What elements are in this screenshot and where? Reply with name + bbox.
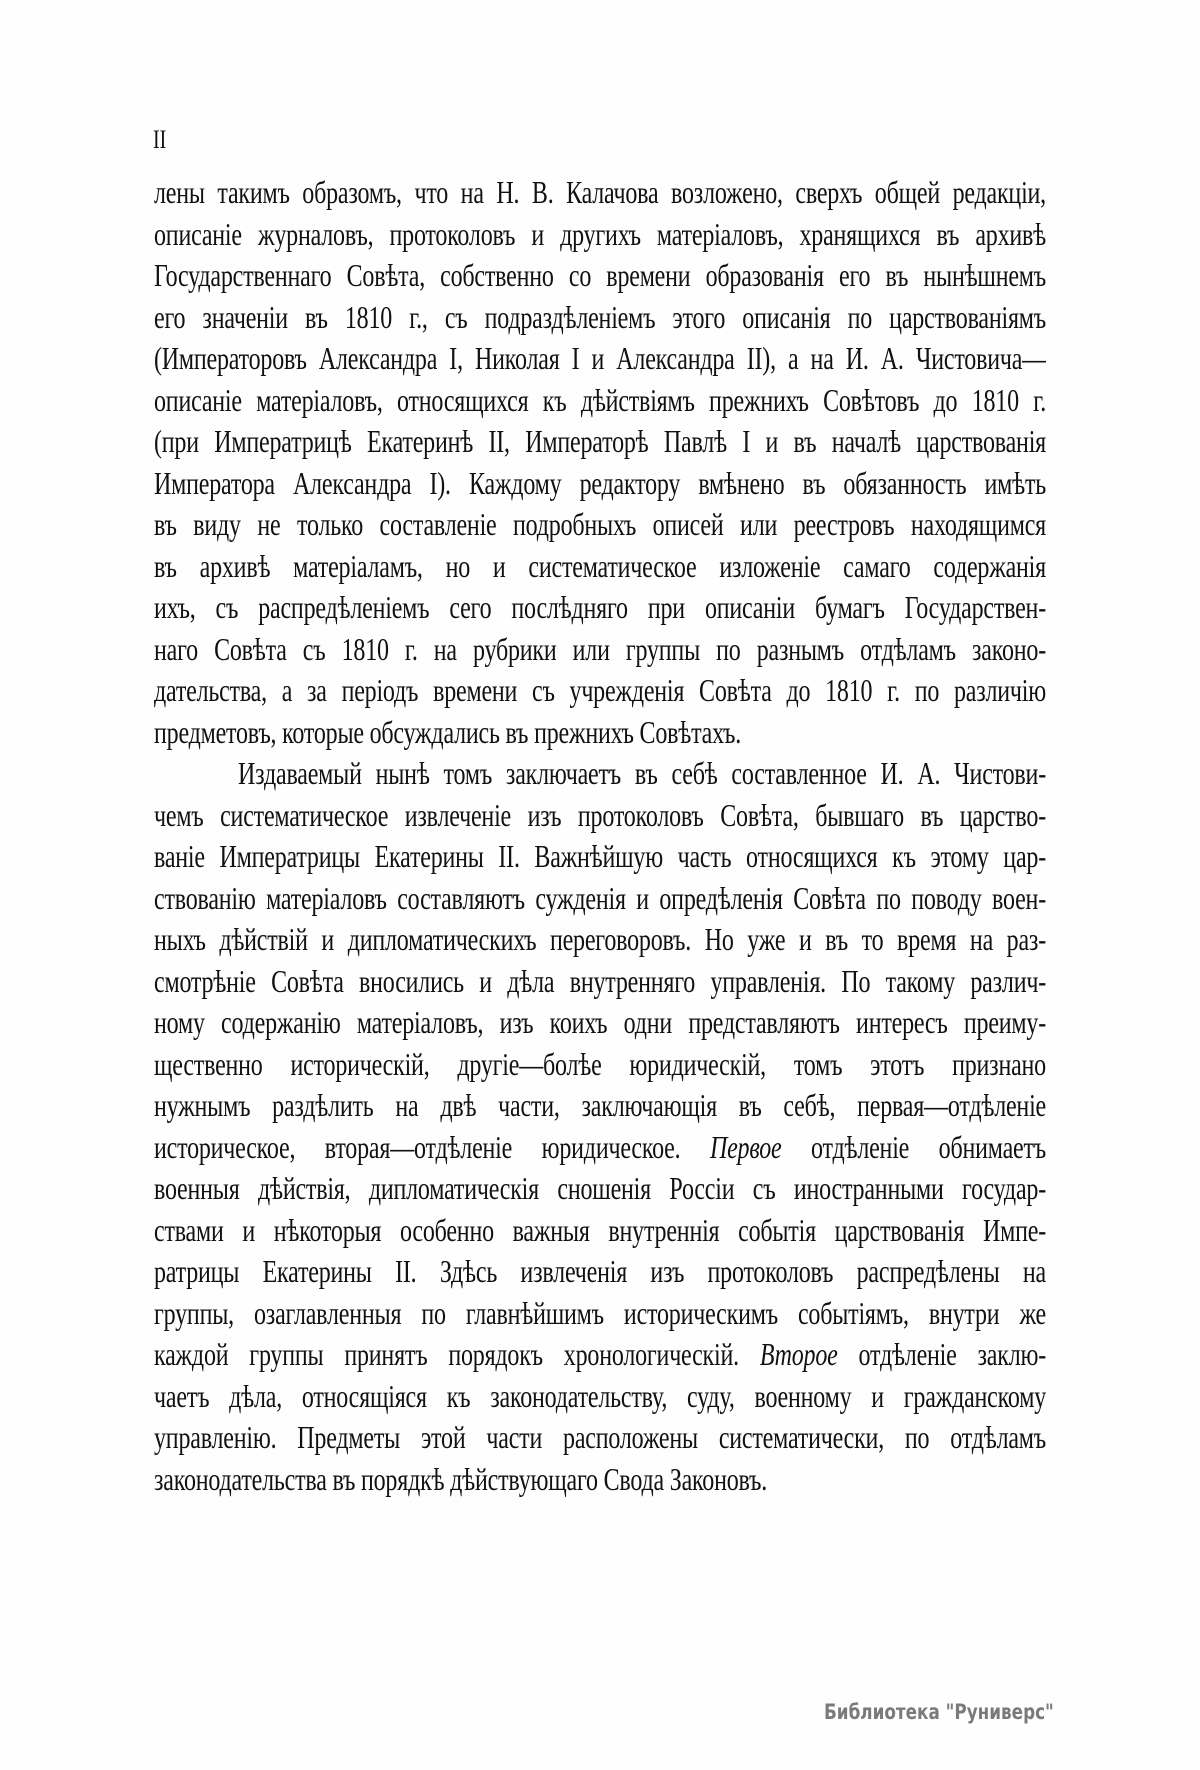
text-segment: отдѣленіе заклю-: [837, 1338, 1046, 1373]
text-segment: Государственнаго Совѣта, собственно со времени образованія его въ нынѣшнемъ: [154, 259, 1046, 294]
text-segment: каждой группы принятъ порядокъ хронологическій.: [154, 1338, 760, 1373]
text-line: [154, 1046, 1046, 1088]
text-line: [154, 1419, 1046, 1461]
text-segment: историческое, вторая—отдѣленіе юридическое.: [154, 1131, 710, 1166]
text-line: [154, 506, 1046, 548]
text-segment: Издаваемый нынѣ томъ заключаетъ въ себѣ составленное И. А. Чистови-: [238, 757, 1046, 792]
text-line: [154, 921, 1046, 963]
text-segment: ствами и нѣкоторыя особенно важныя внутреннія событія царствованія Импе-: [154, 1214, 1046, 1249]
text-segment: дательства, а за періодъ времени съ учрежденія Совѣта до 1810 г. по различію: [154, 674, 1046, 709]
text-segment: въ архивѣ матеріаламъ, но и систематическое изложеніе самаго содержанія: [154, 550, 1046, 585]
text-segment: чаетъ дѣла, относящіяся къ законодательству, суду, военному и гражданскому: [154, 1380, 1046, 1415]
text-line: [154, 1004, 1046, 1046]
text-line: [154, 1087, 1046, 1129]
italic-text: Второе: [759, 1338, 838, 1373]
text-segment: предметовъ, которые обсуждались въ прежнихъ Совѣтахъ.: [154, 716, 742, 751]
text-line: [154, 1336, 1046, 1378]
text-segment: чемъ систематическое извлеченіе изъ протоколовъ Совѣта, бывшаго въ царство-: [154, 799, 1046, 834]
text-line: [154, 963, 1046, 1005]
text-segment: управленію. Предметы этой части расположены систематически, по отдѣламъ: [154, 1421, 1046, 1456]
text-line: [154, 631, 1046, 673]
library-watermark: Библиотека "Руниверс": [824, 1700, 1054, 1724]
text-segment: щественно историческій, другіе—болѣе юридическій, томъ этотъ признано: [154, 1048, 1046, 1083]
text-segment: законодательства въ порядкѣ дѣйствующаго Свода Законовъ.: [154, 1463, 768, 1498]
paragraph: [154, 174, 1046, 755]
text-segment: отдѣленіе обнимаетъ: [781, 1131, 1046, 1166]
text-segment: наго Совѣта съ 1810 г. на рубрики или группы по разнымъ отдѣламъ законо-: [154, 633, 1046, 668]
text-segment: (Императоровъ Александра I, Николая I и Александра II), а на И. А. Чистовича—: [154, 342, 1046, 377]
text-line: [154, 1129, 1046, 1171]
text-segment: военныя дѣйствія, дипломатическія сношенія Россіи съ иностранными государ-: [154, 1172, 1046, 1207]
text-line: [154, 755, 1046, 797]
text-segment: ратрицы Екатерины II. Здѣсь извлеченія изъ протоколовъ распредѣлены на: [154, 1255, 1046, 1290]
text-line: [154, 1295, 1046, 1337]
text-line: [154, 174, 1046, 216]
text-line: [154, 589, 1046, 631]
text-segment: ихъ, съ распредѣленіемъ сего послѣдняго при описаніи бумагъ Государствен-: [154, 591, 1046, 626]
text-line: [154, 1212, 1046, 1254]
text-line: [154, 548, 1046, 590]
text-segment: ныхъ дѣйствій и дипломатическихъ переговоровъ. Но уже и въ то время на раз-: [154, 923, 1046, 958]
text-line: [154, 1170, 1046, 1212]
paragraph: [154, 755, 1046, 1502]
text-segment: нужнымъ раздѣлить на двѣ части, заключающія въ себѣ, первая—отдѣленіе: [154, 1089, 1046, 1124]
text-line: [154, 797, 1046, 839]
text-segment: ному содержанію матеріаловъ, изъ коихъ одни представляютъ интересъ преиму-: [154, 1006, 1046, 1041]
text-line: [154, 299, 1046, 341]
text-line: [154, 1378, 1046, 1420]
text-segment: смотрѣніе Совѣта вносились и дѣла внутренняго управленія. По такому различ-: [154, 965, 1046, 1000]
text-segment: въ виду не только составленіе подробныхъ описей или реестровъ находящимся: [154, 508, 1046, 543]
text-segment: описаніе матеріаловъ, относящихся къ дѣйствіямъ прежнихъ Совѣтовъ до 1810 г.: [154, 384, 1046, 419]
text-line: [154, 216, 1046, 258]
text-line: [154, 672, 1046, 714]
text-segment: описаніе журналовъ, протоколовъ и другихъ матеріаловъ, хранящихся въ архивѣ: [154, 218, 1046, 253]
text-line: [154, 257, 1046, 299]
text-line: [154, 1461, 1046, 1503]
text-segment: лены такимъ образомъ, что на Н. В. Калачова возложено, сверхъ общей редакціи,: [154, 176, 1046, 211]
text-line: [154, 880, 1046, 922]
text-line: [154, 465, 1046, 507]
text-line: [154, 423, 1046, 465]
italic-text: Первое: [709, 1131, 782, 1166]
text-segment: ваніе Императрицы Екатерины II. Важнѣйшую часть относящихся къ этому цар-: [154, 840, 1046, 875]
text-line: [154, 382, 1046, 424]
text-line: [154, 340, 1046, 382]
body-text: [154, 174, 1046, 1502]
text-line: [154, 1253, 1046, 1295]
text-segment: (при Императрицѣ Екатеринѣ II, Императорѣ Павлѣ I и въ началѣ царствованія: [154, 425, 1046, 460]
page-number: II: [153, 126, 167, 155]
text-segment: ствованію матеріаловъ составляютъ сужденія и опредѣленія Совѣта по поводу воен-: [154, 882, 1046, 917]
text-line: [154, 714, 1046, 756]
text-segment: группы, озаглавленныя по главнѣйшимъ историческимъ событіямъ, внутри же: [154, 1297, 1046, 1332]
text-line: [154, 838, 1046, 880]
text-segment: Императора Александра I). Каждому редактору вмѣнено въ обязанность имѣть: [154, 467, 1046, 502]
text-segment: его значеніи въ 1810 г., съ подраздѣленіемъ этого описанія по царствованіямъ: [154, 301, 1046, 336]
